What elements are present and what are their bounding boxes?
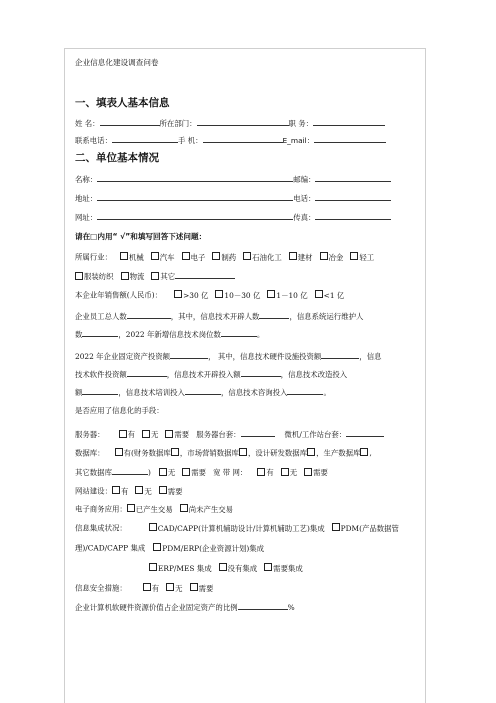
integration-option-need[interactable]: 需要集成 [264, 564, 303, 573]
it-asset-ratio-field[interactable] [238, 601, 288, 610]
checkbox[interactable] [127, 504, 135, 512]
checkbox[interactable] [257, 468, 265, 476]
integration-option-erp-mes[interactable]: ERP/MES 集成 [149, 564, 212, 573]
checkbox[interactable] [119, 430, 127, 438]
section-heading-respondent: 一、填表人基本信息 [75, 97, 170, 109]
it-ops-staff-label-cont: 数 [75, 330, 83, 339]
broadband-label: 宽 带 网： [213, 468, 248, 477]
broadband-option-no[interactable]: 无 [281, 468, 297, 477]
integration-option-pdm-erp[interactable]: PDM/ERP(企业资源计划)集成 [153, 544, 264, 553]
website-build-row [75, 486, 183, 497]
company-row-website [75, 211, 391, 223]
ecommerce-option-not-traded[interactable]: 尚未产生交易 [180, 505, 233, 514]
security-option-yes[interactable]: 有 [143, 584, 159, 593]
email-label: E_mail： [282, 136, 315, 145]
sales-option-2[interactable]: 10－30 亿 [215, 291, 260, 300]
fax-field[interactable] [315, 211, 391, 220]
it-upgrade-investment-label-cont: 额 [75, 388, 83, 397]
company-phone-label: 电话： [293, 194, 316, 203]
checkbox[interactable] [182, 252, 190, 260]
phone-label: 联系电话： [75, 136, 112, 145]
checkbox[interactable] [264, 563, 272, 571]
mobile-label: 手 机： [177, 136, 203, 145]
industry-option-logistics[interactable]: 物流 [121, 272, 145, 281]
checkbox[interactable] [315, 290, 323, 298]
name-label: 姓 名： [75, 119, 100, 128]
db-finance-label: 有(财务数据库 [123, 448, 171, 458]
server-option-need[interactable]: 需要 [165, 430, 189, 439]
industry-option-metallurgy[interactable]: 冶金 [320, 253, 344, 262]
department-field[interactable] [197, 117, 289, 126]
company-name-field[interactable] [97, 173, 293, 182]
website-label: 网址： [75, 213, 98, 222]
fixed-asset-investment-label: 2022 年企业固定资产投资额 [75, 352, 171, 361]
it-asset-ratio-label: 企业计算机软硬件资源价值占企业固定资产的比例 [75, 603, 238, 612]
security-option-no[interactable]: 无 [166, 584, 182, 593]
checkbox[interactable] [304, 468, 312, 476]
broadband-option-need[interactable]: 需要 [304, 468, 328, 477]
workstation-count-label: 微机/工作站台套： [284, 430, 347, 439]
checkbox[interactable] [180, 504, 188, 512]
checkbox[interactable] [281, 468, 289, 476]
security-row [75, 583, 213, 594]
staff-row-2 [75, 328, 264, 340]
company-row-name [75, 173, 391, 185]
industry-option-petrochem[interactable]: 石油化工 [243, 253, 282, 262]
email-field[interactable] [314, 134, 386, 143]
it-ops-staff-label: ，信息系统运行维护人 [289, 312, 364, 321]
period: 。 [256, 330, 265, 339]
workstation-count-field[interactable] [346, 428, 384, 437]
new-it-posts-field[interactable] [221, 328, 257, 337]
company-name-label: 名称： [75, 175, 98, 184]
ecommerce-label: 电子商务应用： [75, 504, 127, 514]
industry-option-light[interactable]: 轻工 [350, 253, 374, 262]
staff-row-1 [75, 310, 363, 322]
database-row-1 [75, 448, 372, 459]
checkbox[interactable] [149, 563, 157, 571]
checkbox[interactable] [153, 543, 161, 551]
percent-sign: % [287, 603, 295, 612]
industry-option-auto[interactable]: 汽车 [151, 253, 175, 262]
it-dev-staff-label: ，其中，信息技术开辟人数 [170, 312, 260, 321]
checkbox[interactable] [143, 583, 151, 591]
sales-option-1[interactable]: >30 亿 [174, 291, 208, 300]
sales-option-3[interactable]: 1－10 亿 [267, 291, 307, 300]
checkbox[interactable] [212, 252, 220, 260]
it-consulting-investment-field[interactable] [287, 386, 323, 395]
checkbox[interactable] [142, 430, 150, 438]
checkbox[interactable] [190, 583, 198, 591]
db-production-label: ，生产数据库 [316, 448, 361, 458]
company-phone-field[interactable] [315, 192, 391, 201]
checkbox[interactable] [350, 252, 358, 260]
integration-option-pdm[interactable]: PDM(产品数据管 [332, 524, 399, 533]
it-dev-investment-label: ，信息技术开辟投入额 [166, 370, 241, 379]
checkbox[interactable] [182, 468, 190, 476]
position-field[interactable] [313, 117, 385, 126]
mobile-field[interactable] [203, 134, 283, 143]
software-investment-field[interactable] [127, 368, 167, 377]
instruction-text: 请在□内用“ √”和填写回答下述问题： [75, 232, 207, 241]
integration-row-2 [75, 543, 264, 554]
section-heading-company: 二、单位基本情况 [75, 152, 159, 164]
position-label: 职 务： [288, 119, 314, 128]
checkbox[interactable] [165, 430, 173, 438]
checkbox[interactable] [75, 272, 83, 280]
db-other-field[interactable] [112, 466, 148, 475]
it-ops-staff-field[interactable] [82, 328, 118, 337]
checkbox[interactable] [112, 486, 120, 494]
invest-row-1 [75, 350, 381, 362]
address-field[interactable] [97, 192, 293, 201]
checkbox[interactable] [159, 486, 167, 494]
website-build-label: 网站建设： [75, 486, 112, 496]
checkbox[interactable] [120, 252, 128, 260]
department-label: 所在部门： [159, 119, 197, 128]
invest-row-3 [75, 386, 331, 398]
name-field[interactable] [100, 117, 160, 126]
checkbox[interactable] [151, 252, 159, 260]
staff-total-label: 企业员工总人数 [75, 312, 127, 321]
industry-option-building[interactable]: 建材 [289, 253, 313, 262]
db-other-label: 其它数据库 [75, 468, 112, 477]
checkbox[interactable] [174, 290, 182, 298]
applied-question: 是否应用了信息化的手段： [75, 406, 164, 415]
db-marketing-label: ，市场营销数据库 [179, 448, 239, 458]
new-it-posts-label: ，2022 年新增信息技术岗位数 [118, 330, 221, 339]
server-count-field[interactable] [241, 428, 275, 437]
security-label: 信息安全措施： [75, 583, 127, 593]
respondent-row-2 [75, 134, 386, 146]
checkbox[interactable] [307, 448, 315, 456]
website-option-need[interactable]: 需要 [159, 487, 183, 496]
checkbox[interactable] [166, 583, 174, 591]
phone-field[interactable] [112, 134, 178, 143]
hardware-investment-label: ， 其中，信息技术硬件设施投资额 [208, 352, 322, 361]
hardware-investment-field[interactable] [321, 350, 359, 359]
security-option-need[interactable]: 需要 [190, 584, 214, 593]
paren: ) [147, 468, 151, 477]
it-asset-ratio-row [75, 601, 295, 613]
checkbox[interactable] [121, 272, 129, 280]
company-row-address [75, 192, 391, 204]
industry-row-1 [75, 252, 374, 263]
industry-other-field[interactable] [175, 270, 235, 279]
it-dev-investment-field[interactable] [241, 368, 281, 377]
checkbox[interactable] [332, 523, 340, 531]
industry-option-machinery[interactable]: 机械 [120, 253, 144, 262]
industry-row-2 [75, 270, 235, 282]
fax-label: 传真： [293, 213, 316, 222]
broadband-option-yes[interactable]: 有 [257, 468, 273, 477]
server-label: 服务器： [75, 430, 105, 439]
ecommerce-row [75, 504, 233, 515]
fixed-asset-investment-field[interactable] [170, 350, 208, 359]
server-row [75, 428, 384, 440]
respondent-row-1 [75, 117, 385, 129]
website-option-yes[interactable]: 有 [112, 487, 128, 496]
checkbox[interactable] [360, 448, 368, 456]
sales-label: 本企业年销售额(人民币)： [75, 290, 163, 300]
sales-row [75, 290, 344, 301]
checkbox[interactable] [243, 252, 251, 260]
industry-label: 所属行业： [75, 252, 112, 262]
db-option-no[interactable]: 无 [159, 468, 175, 477]
checkbox[interactable] [239, 448, 247, 456]
integration-option-cad-capp[interactable]: CAD/CAPP(计算机辅助设计/计算机辅助工艺)集成 [149, 524, 325, 533]
checkbox[interactable] [171, 448, 179, 456]
it-consulting-investment-label: ，信息技术咨询投入 [220, 388, 288, 397]
industry-option-pharma[interactable]: 制药 [212, 253, 236, 262]
industry-option-textile[interactable]: 服装纺织 [75, 272, 114, 281]
integration-row-1 [75, 523, 399, 534]
db-option-need[interactable]: 需要 [182, 468, 206, 477]
checkbox[interactable] [151, 272, 159, 280]
database-row-2 [75, 466, 328, 478]
checkbox[interactable] [267, 290, 275, 298]
db-rd-label: ，设计研发数据库 [247, 448, 308, 458]
it-upgrade-investment-label: ，信息技术改造投入 [280, 370, 348, 379]
integration-option-none[interactable]: 没有集成 [219, 564, 258, 573]
software-investment-label: 技术软件投资额 [75, 370, 127, 379]
integration-pdm-cont: 理)/CAD/CAPP 集成 [75, 543, 146, 553]
checkbox[interactable] [320, 252, 328, 260]
checkbox[interactable] [159, 468, 167, 476]
it-upgrade-investment-field[interactable] [82, 386, 118, 395]
sales-option-4[interactable]: <1 亿 [315, 291, 345, 300]
database-label: 数据库： [75, 448, 105, 458]
zip-field[interactable] [315, 173, 391, 182]
checkbox[interactable] [115, 448, 123, 456]
checkbox[interactable] [135, 486, 143, 494]
document-title: 企业信息化建设调查问卷 [75, 58, 159, 67]
server-option-no[interactable]: 无 [142, 430, 158, 439]
industry-option-other[interactable]: 其它 [151, 272, 175, 281]
it-training-investment-field[interactable] [185, 386, 221, 395]
period: 。 [323, 388, 331, 397]
integration-label: 信息集成状况： [75, 523, 127, 533]
address-label: 地址： [75, 194, 98, 203]
invest-row-2 [75, 368, 347, 380]
checkbox[interactable] [149, 523, 157, 531]
staff-total-field[interactable] [127, 310, 171, 319]
it-training-investment-label: ，信息技术培训投入 [118, 388, 185, 397]
checkbox[interactable] [215, 290, 223, 298]
website-option-no[interactable]: 无 [135, 487, 151, 496]
info-label: ，信息 [359, 352, 382, 361]
integration-row-3 [75, 563, 303, 574]
server-option-yes[interactable]: 有 [119, 430, 135, 439]
comma: , [369, 448, 372, 458]
it-dev-staff-field[interactable] [259, 310, 289, 319]
website-field[interactable] [97, 211, 293, 220]
zip-label: 邮编： [293, 175, 316, 184]
server-count-label: 服务器台套： [196, 430, 241, 439]
industry-option-electronics[interactable]: 电子 [182, 253, 206, 262]
checkbox[interactable] [289, 252, 297, 260]
checkbox[interactable] [219, 563, 227, 571]
ecommerce-option-traded[interactable]: 已产生交易 [127, 505, 173, 514]
